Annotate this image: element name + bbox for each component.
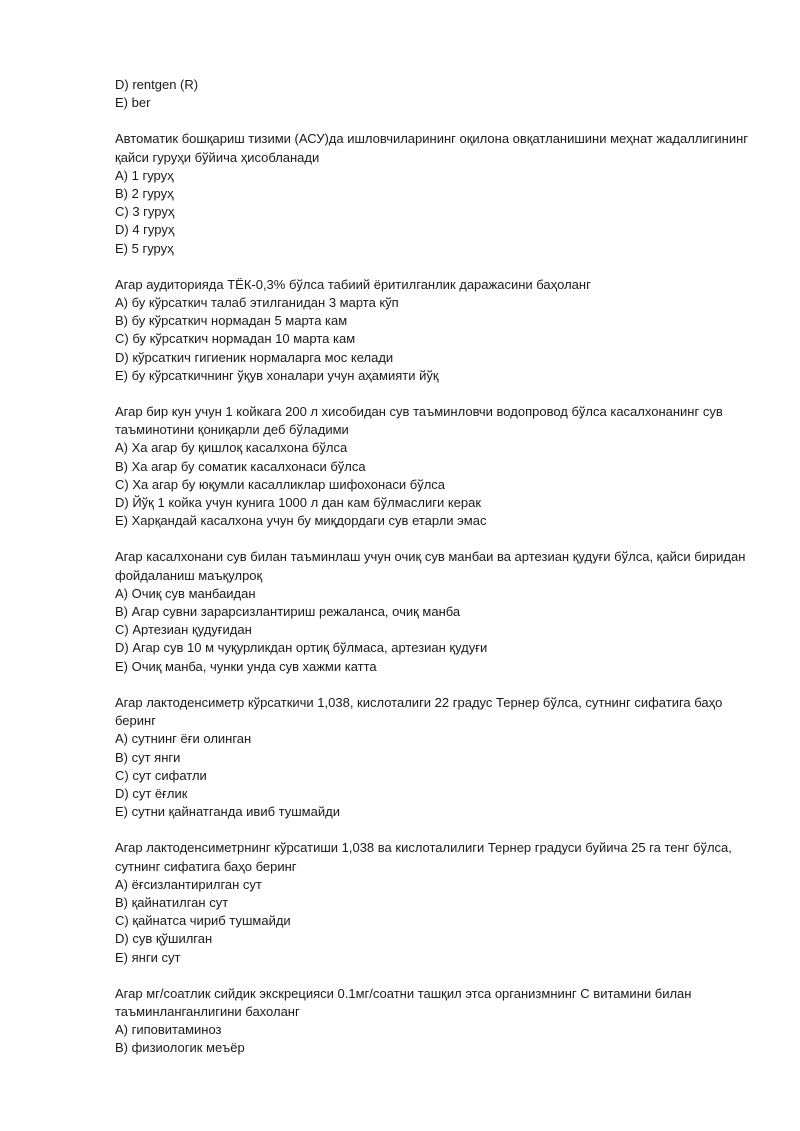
answer-option: С) бу кўрсаткич нормадан 10 марта кам xyxy=(115,331,356,347)
answer-option: А) ёғсизлантирилган сут xyxy=(115,876,262,892)
answer-option: В) 2 гуруҳ xyxy=(115,186,174,202)
question-block xyxy=(115,276,755,385)
answer-option: В) бу кўрсаткич нормадан 5 марта кам xyxy=(115,313,348,329)
question-block xyxy=(115,403,755,530)
question-block xyxy=(115,694,755,821)
answer-option: Е) Очиқ манба, чунки унда сув хажми катта xyxy=(115,658,377,674)
answer-option: А) 1 гуруҳ xyxy=(115,167,174,183)
answer-option: D) 4 гуруҳ xyxy=(115,222,175,238)
answer-option: Е) янги сут xyxy=(115,949,181,965)
answer-option: Е) Харқандай касалхона учун бу миқдордаги сув етарли эмас xyxy=(115,513,487,529)
answer-options xyxy=(115,294,755,385)
answer-option: В) Агар сувни зарарсизлантириш режаланса, очиқ манба xyxy=(115,604,461,620)
answer-option: D) Агар сув 10 м чуқурликдан ортиқ бўлмаса, артезиан қудуғи xyxy=(115,640,488,656)
continued-options xyxy=(115,76,755,112)
answer-option: В) сут янги xyxy=(115,749,181,765)
answer-option: В) қайнатилган сут xyxy=(115,894,229,910)
question-text: Автоматик бошқариш тизими (АСУ)да ишловчиларининг оқилона овқатланишини меҳнат жадаллигининг қайси гуруҳи бўйича ҳисобланади xyxy=(115,131,749,165)
answer-option: Е) 5 гуруҳ xyxy=(115,240,174,256)
answer-option: А) Очиқ сув манбаидан xyxy=(115,585,256,601)
answer-options xyxy=(115,585,755,676)
option-line: E) ber xyxy=(115,95,151,111)
answer-option: D) сут ёғлик xyxy=(115,785,188,801)
question-block xyxy=(115,985,755,1058)
question-block xyxy=(115,839,755,966)
answer-option: С) 3 гуруҳ xyxy=(115,204,175,220)
answer-option: А) сутнинг ёғи олинган xyxy=(115,731,252,747)
answer-option: С) Артезиан қудуғидан xyxy=(115,622,252,638)
answer-option: А) бу кўрсаткич талаб этилганидан 3 марта кўп xyxy=(115,295,399,311)
answer-option: С) қайнатса чириб тушмайди xyxy=(115,913,291,929)
answer-option: D) кўрсаткич гигиеник нормаларга мос келади xyxy=(115,349,394,365)
question-text: Агар лактоденсиметрнинг кўрсатиши 1,038 ва кислоталилиги Тернер градуси буйича 25 га тенг бўлса, сутнинг сифатига баҳо беринг xyxy=(115,840,732,874)
answer-option: Е) сутни қайнатганда ивиб тушмайди xyxy=(115,804,340,820)
question-block xyxy=(115,548,755,675)
answer-option: С) Ха агар бу юқумли касалликлар шифохонаси бўлса xyxy=(115,476,446,492)
answer-option: D) сув қўшилган xyxy=(115,931,213,947)
question-text: Агар касалхонани сув билан таъминлаш учун очиқ сув манбаи ва артезиан қудуғи бўлса, қайси биридан фойдаланиш маъқулроқ xyxy=(115,549,746,583)
question-text: Агар лактоденсиметр кўрсаткичи 1,038, кислоталиги 22 градус Тернер бўлса, сутнинг сифатига баҳо беринг xyxy=(115,694,723,729)
answer-option: Е) бу кўрсаткичнинг ўқув хоналари учун аҳамияти йўқ xyxy=(115,367,439,383)
question-block xyxy=(115,130,755,257)
answer-option: С) сут сифатли xyxy=(115,767,207,783)
answer-options xyxy=(115,1021,755,1057)
question-text: Агар аудиторияда ТЁК-0,3% бўлса табиий ёритилганлик даражасини баҳоланг xyxy=(115,276,591,292)
option-line: D) rentgen (R) xyxy=(115,77,199,92)
answer-option: D) Йўқ 1 койка учун кунига 1000 л дан кам бўлмаслиги керак xyxy=(115,495,482,511)
answer-option: А) Ха агар бу қишлоқ касалхона бўлса xyxy=(115,440,348,456)
answer-options xyxy=(115,730,755,821)
answer-options xyxy=(115,439,755,530)
question-text: Агар бир кун учун 1 койкага 200 л хисобидан сув таъминловчи водопровод бўлса касалхонанинг сув таъминотини қониқарли деб бўладими xyxy=(115,404,723,438)
answer-options xyxy=(115,876,755,967)
page-content xyxy=(115,76,755,1076)
answer-option: В) Ха агар бу соматик касалхонаси бўлса xyxy=(115,458,366,474)
answer-option: А) гиповитаминоз xyxy=(115,1022,222,1038)
question-text: Агар мг/соатлик сийдик экскрецияси 0.1мг/соатни ташқил этса организмнинг С витамини билан таъминланганлигини бахоланг xyxy=(115,985,692,1019)
answer-options xyxy=(115,167,755,258)
answer-option: В) физиологик меъёр xyxy=(115,1040,245,1056)
